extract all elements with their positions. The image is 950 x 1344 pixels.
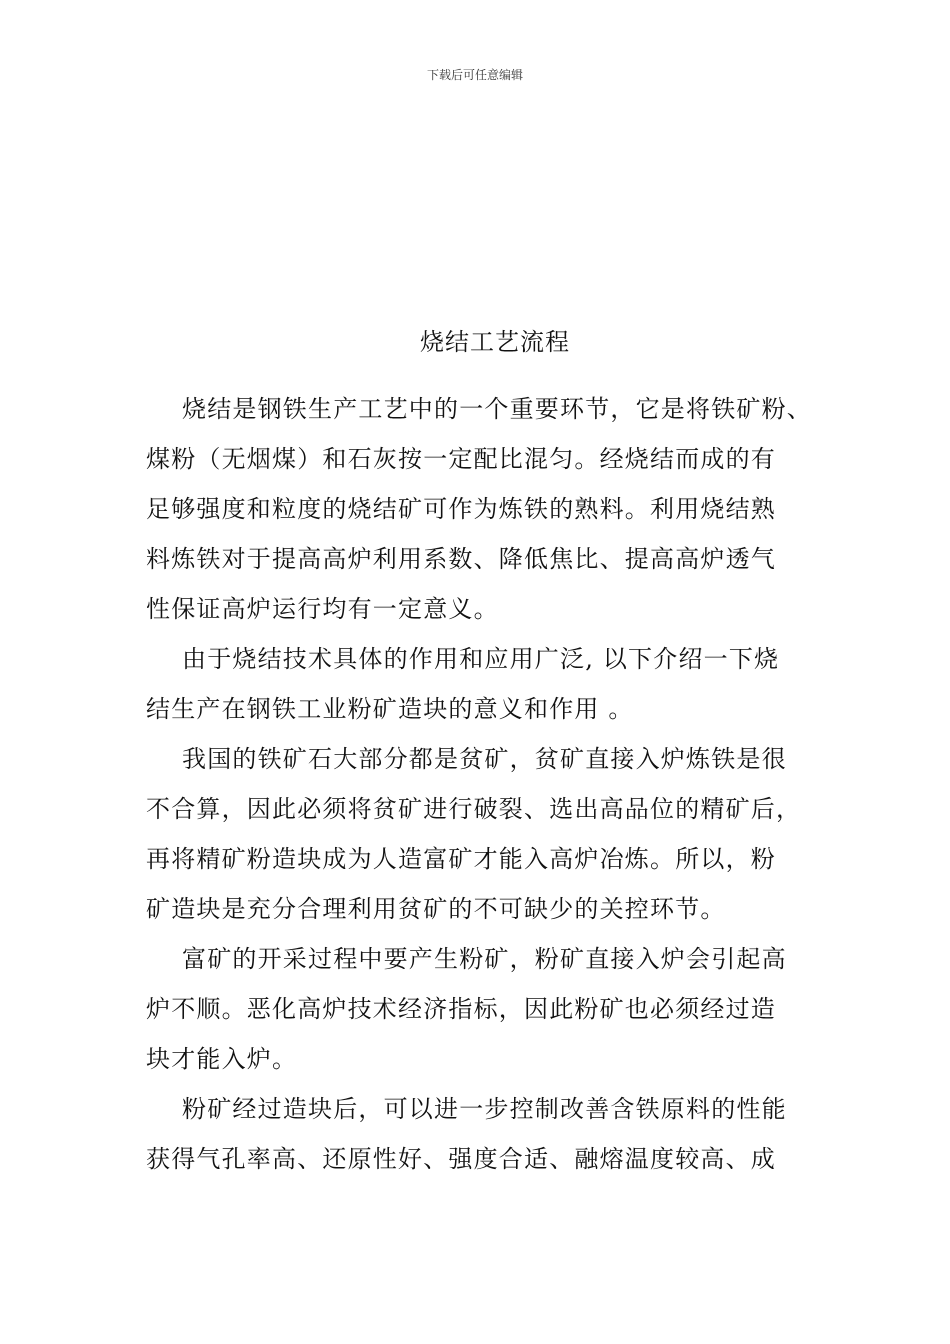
paragraph-5-line-2: 获得气孔率高、还原性好、强度合适、融熔温度较高、成 bbox=[146, 1145, 776, 1173]
paragraph-3-line-1: 我国的铁矿石大部分都是贫矿，贫矿直接入炉炼铁是很 bbox=[182, 745, 787, 773]
paragraph-1-line-5: 性保证高炉运行均有一定意义。 bbox=[146, 595, 499, 623]
paragraph-5-line-1: 粉矿经过造块后，可以进一步控制改善含铁原料的性能 bbox=[182, 1095, 787, 1123]
paragraph-1-line-2: 煤粉（无烟煤）和石灰按一定配比混匀。经烧结而成的有 bbox=[146, 445, 776, 473]
paragraph-1-line-3: 足够强度和粒度的烧结矿可作为炼铁的熟料。利用烧结熟 bbox=[146, 495, 776, 523]
paragraph-3-line-4: 矿造块是充分合理利用贫矿的不可缺少的关控环节。 bbox=[146, 895, 726, 923]
paragraph-3-line-3: 再将精矿粉造块成为人造富矿才能入高炉冶炼。所以，粉 bbox=[146, 845, 776, 873]
paragraph-1-line-4: 料炼铁对于提高高炉利用系数、降低焦比、提高高炉透气 bbox=[146, 545, 776, 573]
paragraph-2-line-1: 由于烧结技术具体的作用和应用广泛, 以下介绍一下烧 bbox=[182, 645, 780, 673]
paragraph-1-line-1: 烧结是钢铁生产工艺中的一个重要环节，它是将铁矿粉、 bbox=[182, 395, 812, 423]
header-note: 下载后可任意编辑 bbox=[426, 68, 523, 82]
paragraph-2-line-2: 结生产在钢铁工业粉矿造块的意义和作用 。 bbox=[146, 695, 634, 723]
paragraph-3-line-2: 不合算，因此必须将贫矿进行破裂、选出高品位的精矿后， bbox=[146, 795, 802, 823]
paragraph-4-line-2: 炉不顺。恶化高炉技术经济指标，因此粉矿也必须经过造 bbox=[146, 995, 776, 1023]
paragraph-4-line-1: 富矿的开采过程中要产生粉矿，粉矿直接入炉会引起高 bbox=[182, 945, 787, 973]
document-title: 烧结工艺流程 bbox=[420, 328, 570, 356]
paragraph-4-line-3: 块才能入炉。 bbox=[146, 1045, 298, 1073]
